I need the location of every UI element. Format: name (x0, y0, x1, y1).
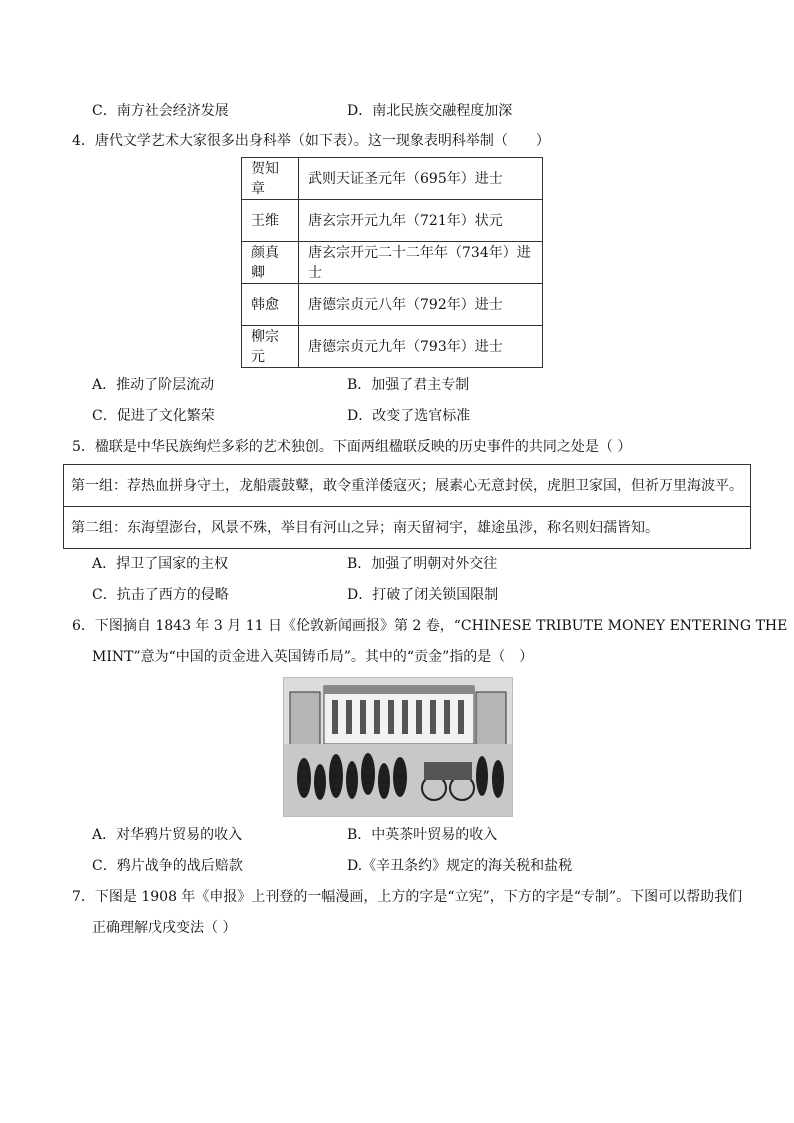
engraving-svg (284, 678, 512, 816)
q5-option-c: C．抗击了西方的侵略 (92, 587, 229, 603)
engraving-illustration (283, 677, 513, 817)
table-cell-detail: 唐玄宗开元二十二年年（734年）进士 (299, 242, 543, 284)
q6-stem-line2: MINT”意为“中国的贡金进入英国铸币局”。其中的“贡金”指的是（ ） (92, 649, 534, 665)
q4-option-b: B．加强了君主专制 (347, 377, 470, 393)
q6-option-a: A．对华鸦片贸易的收入 (92, 827, 243, 843)
q7-stem-line2: 正确理解戊戌变法（ ） (92, 920, 237, 936)
q6-stem-line1: 6．下图摘自 1843 年 3 月 11 日《伦敦新闻画报》第 2 卷，“CHINESE TRIBUTE MONEY ENTERING THE (72, 618, 788, 634)
q6-option-d: D.《辛丑条约》规定的海关税和盐税 (347, 858, 573, 874)
q4-keju-table (241, 157, 543, 368)
q5-option-a: A．捍卫了国家的主权 (92, 556, 229, 572)
table-cell-detail: 唐德宗贞元八年（792年）进士 (299, 284, 543, 326)
table-cell-detail: 唐玄宗开元九年（721年）状元 (299, 200, 543, 242)
table-row (64, 465, 751, 507)
q6-option-c: C．鸦片战争的战后赔款 (92, 858, 243, 874)
table-cell-detail: 唐德宗贞元九年（793年）进士 (299, 326, 543, 368)
q3-option-d: D．南北民族交融程度加深 (347, 103, 513, 119)
q5-couplet-table (63, 464, 751, 549)
couplet-group-1: 第一组：荐热血拼身守土，龙船震鼓鼙，敢令重洋倭寇灭；展素心无意封侯，虎胆卫家国，但祈万里海波平。 (64, 465, 751, 507)
table-row (242, 326, 543, 368)
q5-option-d: D．打破了闭关锁国限制 (347, 587, 499, 603)
table-cell-name: 韩愈 (242, 284, 299, 326)
table-cell-detail: 武则天证圣元年（695年）进士 (299, 158, 543, 200)
table-cell-name: 柳宗元 (242, 326, 299, 368)
q4-option-a: A．推动了阶层流动 (92, 377, 215, 393)
table-row (242, 284, 543, 326)
table-row (242, 200, 543, 242)
table-cell-name: 王维 (242, 200, 299, 242)
q7-stem-line1: 7．下图是 1908 年《申报》上刊登的一幅漫画，上方的字是“立宪”，下方的字是“专制”。下图可以帮助我们 (72, 889, 743, 905)
q4-stem: 4．唐代文学艺术大家很多出身科举（如下表）。这一现象表明科举制（ ） (72, 133, 550, 149)
couplet-group-2: 第二组：东海望澎台，风景不殊，举目有河山之异；南天留祠宇，雄途虽涉，称名则妇孺皆知。 (64, 507, 751, 549)
table-row (64, 507, 751, 549)
table-row (242, 242, 543, 284)
table-row (242, 158, 543, 200)
q6-option-b: B．中英茶叶贸易的收入 (347, 827, 498, 843)
table-cell-name: 颜真卿 (242, 242, 299, 284)
q4-option-c: C．促进了文化繁荣 (92, 408, 215, 424)
table-cell-name: 贺知章 (242, 158, 299, 200)
q5-stem: 5．楹联是中华民族绚烂多彩的艺术独创。下面两组楹联反映的历史事件的共同之处是（ ） (72, 439, 632, 455)
q4-option-d: D．改变了选官标准 (347, 408, 471, 424)
q3-option-c: C．南方社会经济发展 (92, 103, 229, 119)
q5-option-b: B．加强了明朝对外交往 (347, 556, 498, 572)
